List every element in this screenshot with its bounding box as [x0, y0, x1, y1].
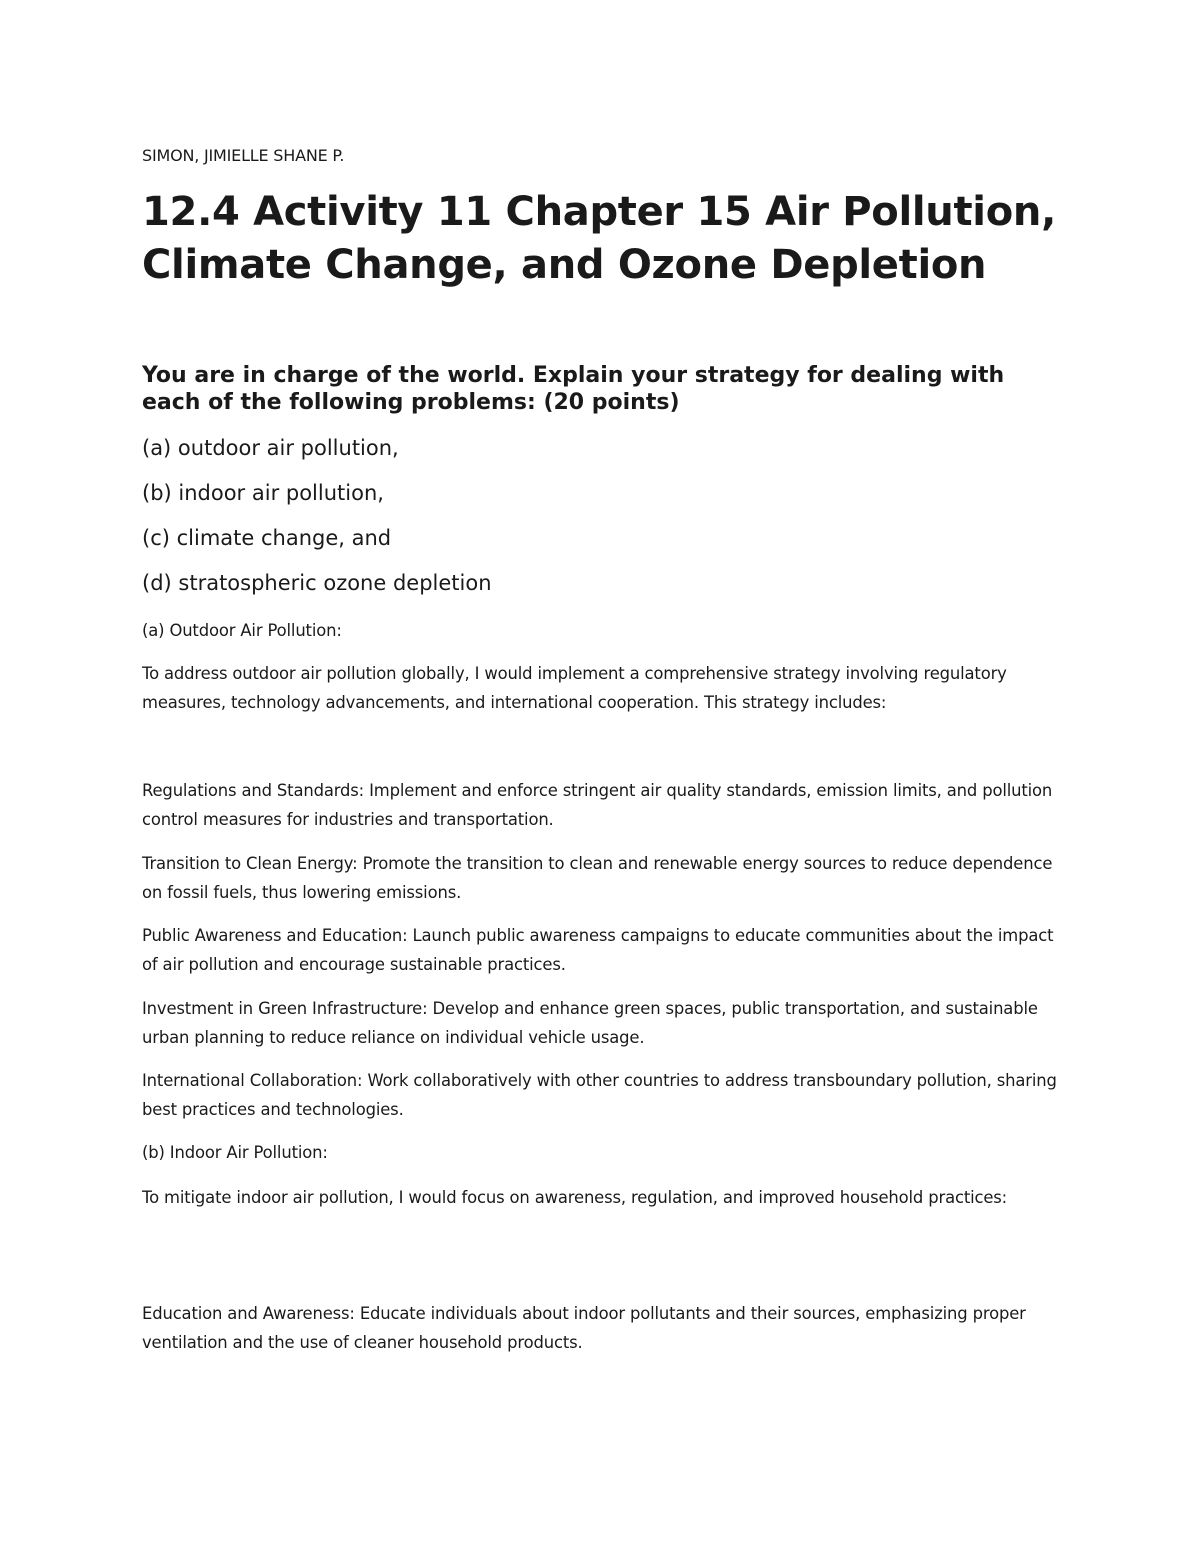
- document-title: 12.4 Activity 11 Chapter 15 Air Pollution, Climate Change, and Ozone Depletion: [142, 189, 1056, 288]
- paragraph-indoor-intro: To mitigate indoor air pollution, I would focus on awareness, regulation, and improved household practices:: [142, 1188, 1008, 1207]
- question-b: (b) indoor air pollution,: [142, 481, 384, 505]
- question-d: (d) stratospheric ozone depletion: [142, 571, 492, 595]
- section-heading-indoor: (b) Indoor Air Pollution:: [142, 1143, 328, 1162]
- paragraph-clean-energy: Transition to Clean Energy: Promote the transition to clean and renewable energy sources to reduce dependence on fossil fuels, thus lowering emissions.: [142, 854, 1053, 902]
- paragraph-education: Education and Awareness: Educate individuals about indoor pollutants and their sources, emphasizing proper ventilation and the use of cleaner household products.: [142, 1304, 1026, 1352]
- paragraph-green-infrastructure: Investment in Green Infrastructure: Develop and enhance green spaces, public transportation, and sustainable urban planning to reduce reliance on individual vehicle usage.: [142, 999, 1038, 1047]
- paragraph-outdoor-intro: To address outdoor air pollution globally, I would implement a comprehensive strategy involving regulatory measures, technology advancements, and international cooperation. This strategy includes:: [142, 664, 1007, 712]
- question-c: (c) climate change, and: [142, 526, 392, 550]
- paragraph-public-awareness: Public Awareness and Education: Launch public awareness campaigns to educate communities about the impact of air pollution and encourage sustainable practices.: [142, 926, 1054, 974]
- author-name: SIMON, JIMIELLE SHANE P.: [142, 146, 345, 165]
- paragraph-international: International Collaboration: Work collaboratively with other countries to address transboundary pollution, sharing best practices and technologies.: [142, 1071, 1057, 1119]
- section-heading-outdoor: (a) Outdoor Air Pollution:: [142, 621, 342, 640]
- assignment-prompt: You are in charge of the world. Explain your strategy for dealing with each of the following problems: (20 points): [142, 363, 1005, 415]
- paragraph-regulations: Regulations and Standards: Implement and enforce stringent air quality standards, emission limits, and pollution control measures for industries and transportation.: [142, 781, 1053, 829]
- question-a: (a) outdoor air pollution,: [142, 436, 399, 460]
